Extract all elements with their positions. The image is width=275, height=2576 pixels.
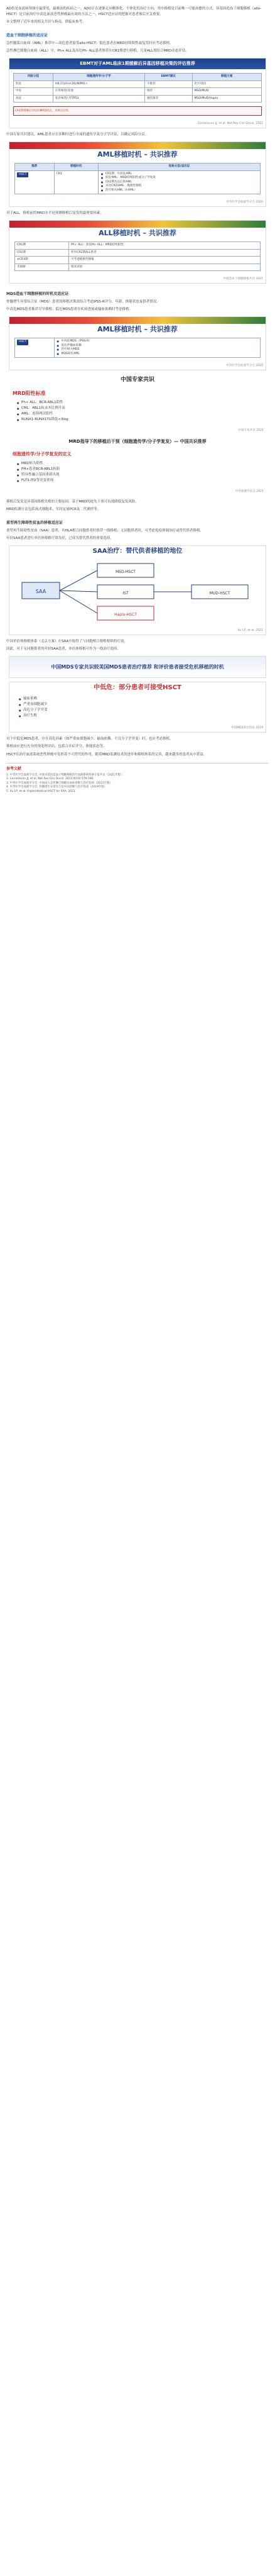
body-paragraph: MRD监测方法包括流式细胞术、实时定量PCR及二代测序等。 <box>6 508 101 511</box>
list-item: ● 治疗相关MDS <box>57 348 258 352</box>
cell: 中危 <box>14 88 53 96</box>
section-body <box>6 736 269 750</box>
diagram-node: Haplo-HSCT <box>114 613 137 617</box>
col-header: 移植时机 <box>54 164 98 171</box>
body-paragraph: 中国单倍体移植体系（北京方案）在SAA中取得了与同胞相合移植相似的疗效。 <box>6 640 127 643</box>
figure-title: 细胞遗传学/分子学复发的定义 <box>13 452 72 457</box>
col-header: 危险分层/适应证 <box>98 164 260 171</box>
list-item: ● 严重血细胞减少 <box>18 702 257 708</box>
body-paragraph: 急性髓系白血病（AML）推荐中—高危患者接受allo-HSCT；低危患者在MRD持续阳性或复发时应考虑移植。 <box>6 42 173 45</box>
section-body <box>6 528 269 541</box>
body-paragraph: 对于中低危MDS患者，存在高危因素（如严重血细胞减少、输血依赖、不良分子学突变）时，也应考虑移植。 <box>6 737 173 741</box>
list-item: ● MDS转化AML <box>57 352 258 357</box>
cell: 临床试验 <box>69 264 261 271</box>
consensus-heading: 中国专家共识 <box>120 377 154 383</box>
decorative-banner <box>9 142 266 149</box>
cell: 所有CR2期ALL患者 <box>69 249 261 257</box>
ebmt-table <box>13 73 262 103</box>
figure-source: 中国专家共识 2021 <box>238 429 264 432</box>
col-header: 推荐 <box>15 164 55 171</box>
aml-timing-table <box>14 163 261 194</box>
body-paragraph: 移植前应进行充分的预处理评估，包括合并症评分、体能状态等。 <box>6 745 107 748</box>
body-paragraph: 重型再生障碍性贫血（SAA）患者，有HLA相合同胞供者时推荐一线移植；无同胞供者时，可考虑免疫抑制治疗或替代供者移植。 <box>6 529 203 533</box>
section-heading: 造血干细胞移植的适应证 <box>6 33 48 38</box>
intro <box>6 6 269 25</box>
cell <box>15 338 55 358</box>
figure-source: 中华医学会血液学分会 2020 <box>225 201 263 204</box>
cell: 可考虑挽救性移植 <box>69 257 261 264</box>
figure-aml-timing <box>9 142 266 207</box>
figure-source: 中国MDS诊疗指南 2019 <box>230 726 263 730</box>
list-item: ● 特异性融合基因重新出现 <box>16 472 259 478</box>
list-item: ● CR1期：中高危AML <box>100 172 258 177</box>
col-header: 细胞遗传学/分子学 <box>53 74 144 81</box>
body-paragraph: 移植后复发是异基因移植失败的主要原因。基于MRD的抢先干预可有效降低复发风险。 <box>6 500 139 504</box>
diagram-node: SAA <box>35 589 46 594</box>
list-item: ● CML：ABL1转录本比例升高 <box>16 406 259 411</box>
table-row <box>14 88 262 96</box>
list-item: ● 低危伴输血依赖 <box>57 344 258 348</box>
cell: 低危 <box>14 80 53 88</box>
figure-title: 中国MDS专家共识较美国MDS患者治疗推荐 和评价患者接受危机移植的时机 <box>51 664 224 670</box>
cell: 正常核型/其他 <box>53 88 144 96</box>
col-header: 移植方案 <box>192 74 262 81</box>
table-row <box>15 338 261 358</box>
list-item: ● 高危分子学突变 <box>18 708 257 713</box>
body-paragraph: 急性淋巴细胞白血病（ALL）中，Ph+ ALL及高危Ph- ALL患者推荐在CR1期进行移植；儿童ALL需结合MRD动态评估。 <box>6 49 189 53</box>
table-row <box>15 264 261 271</box>
cell <box>54 338 260 358</box>
cell: CR1期 <box>15 242 69 250</box>
list-item: ● 治疗相关AML（t-AML） <box>100 189 258 193</box>
intro-paragraph: 本文整理了近年来的相关共识与指南，供临床参考。 <box>6 20 86 24</box>
cell: 高危 <box>14 95 53 103</box>
figure-mds-comparison <box>9 656 266 678</box>
consensus-subheading: MRD指导下的移植后干预（细胞遗传学/分子学复发）— 中国共识推荐 <box>68 439 207 444</box>
figure-source: 中华血液学杂志 2021 <box>235 490 264 493</box>
table-row <box>15 257 261 264</box>
body-paragraph: 对于ALL，移植前的MRD水平是预测移植后复发的最重要因素。 <box>6 211 104 215</box>
figure-source: 中华医学会血液学分会 2020 <box>225 364 263 367</box>
section-body <box>6 41 269 54</box>
cell: Ph+ ALL；高危Ph- ALL；MRD持续阳性 <box>69 242 261 250</box>
cell: 强烈推荐 <box>144 95 192 103</box>
reference-item: 3. 中华医学会血液学分会. 中国成人急性淋巴细胞白血病诊断与治疗指南（2021年版）. <box>6 781 114 785</box>
mds-timing-table <box>14 338 261 358</box>
decorative-banner <box>9 317 266 324</box>
body-paragraph: HSCT在治疗血液系统恶性肿瘤中发挥着不可替代的作用。随着MRD监测技术的进步和移植体系的完善，越来越多的患者从中获益。 <box>6 753 207 757</box>
figure-title: SAA治疗：替代供者移植的地位 <box>92 548 183 555</box>
list-item: ● 输血依赖 <box>18 696 257 702</box>
cell: CR2期 <box>15 249 69 257</box>
figure-title: AML移植时机 – 共识推荐 <box>97 325 178 333</box>
figure-relapse-definition <box>9 449 266 496</box>
cell: 不推荐 <box>144 80 192 88</box>
list-item: ● CR2期及以后的AML <box>100 180 258 185</box>
cell: MSD/MUD <box>192 88 262 96</box>
list-item: ● FLT3-ITD等突变重现 <box>16 478 259 484</box>
list-item: ● PH+患者BCR-ABL1转阳 <box>16 467 259 472</box>
figure-title: 中低危：部分患者可接受HSCT <box>94 684 181 691</box>
figure-saa <box>9 545 266 635</box>
body-paragraph: 因此，对于无同胞供者的年轻SAA患者，单倍体移植可作为一线治疗选择。 <box>6 647 121 651</box>
saa-flow-diagram <box>9 557 266 626</box>
list-item: ● 未达CR的AML：挽救性移植 <box>100 184 258 189</box>
body-paragraph: 年轻SAA患者进行单倍体移植疗效良好，已成为替代供者的重要选择。 <box>6 536 114 540</box>
cell <box>15 170 55 194</box>
decorative-banner <box>9 221 266 228</box>
section-body <box>6 299 269 313</box>
reference-item: 2. Cornelissen JJ, et al. Nat Rev Clin Oncol. 2012;9(10):579-590. <box>6 777 94 780</box>
cell: 推荐 <box>144 88 192 96</box>
cell: CR1 <box>54 170 98 194</box>
list-item: ● 治疗失败 <box>18 713 257 719</box>
diagram-node: MUD-HSCT <box>209 591 230 596</box>
cell: 未缓解 <box>15 264 69 271</box>
col-header: 风险分层 <box>14 74 53 81</box>
recommend-tag: HSCT <box>17 172 28 178</box>
figure-ebmt <box>9 58 266 128</box>
list-item: ● AML：连续两次阳性 <box>16 411 259 417</box>
conclusion <box>6 752 269 758</box>
figure-all-timing <box>9 220 266 284</box>
reference-item: 1. 中华医学会血液学分会. 中国异基因造血干细胞移植治疗血液系统疾病专家共识（2021年版）. <box>6 773 124 777</box>
figure-note: CR1期缓解后评估的MRD状态，具体见后续 <box>13 106 262 116</box>
section-body <box>6 499 269 513</box>
transition-paragraph <box>6 132 269 138</box>
section-heading: MDS造血干细胞移植的时机及适应证 <box>6 292 69 296</box>
body-paragraph: 中国专家共识建议，AML患者应在诊断时进行全面的遗传学及分子学评估，以确定风险分层。 <box>6 133 149 136</box>
recommend-tag: HSCT <box>17 340 28 345</box>
transition-paragraph <box>6 211 269 216</box>
table-row <box>15 170 261 194</box>
table-row <box>14 95 262 103</box>
cell: ≥CR3期 <box>15 257 69 264</box>
figure-title: ALL移植时机 – 共识推荐 <box>99 229 176 237</box>
table-row <box>15 249 261 257</box>
diagram-node: IST <box>122 591 129 596</box>
table-row <box>15 242 261 250</box>
figure-mds-timing <box>9 316 266 370</box>
figure-title: AML移植时机 – 共识推荐 <box>97 150 178 158</box>
figure-mrd-standard <box>9 388 266 435</box>
reference-item: 5. Xu LP, et al. Haploidentical HSCT for SAA. 2021. <box>6 789 76 793</box>
body-paragraph: 中高危MDS患者推荐尽早移植；低危MDS患者在疾病进展或输血依赖时考虑移植。 <box>6 308 132 311</box>
list-item: ● RUNX1-RUNX1T1降低<3log <box>16 417 259 423</box>
all-timing-table <box>14 242 261 271</box>
diagram-node: MSD-HSCT <box>116 570 136 574</box>
figure-mds-lowrisk <box>9 682 266 733</box>
cell <box>98 170 260 194</box>
body-paragraph: 骨髓增生异常综合征（MDS）患者的移植决策需综合考虑IPSS-R评分、年龄、体能状态及供者情况。 <box>6 300 160 304</box>
figure-source: Cornelissen JJ, et al. Nat Rev Clin Oncol. 2012 <box>197 122 263 125</box>
col-header: EBMT建议 <box>144 74 192 81</box>
references-heading: 参考文献 <box>6 767 22 771</box>
cell: 复杂核型/-7/TP53 <box>53 95 144 103</box>
section-body <box>6 639 269 652</box>
section-heading: 重型再生障碍性贫血的移植适应证 <box>6 521 63 525</box>
cell: t(8;21)/inv(16)/NPM1+ <box>53 80 144 88</box>
table-row <box>14 80 262 88</box>
list-item: ● MRD转为阳性 <box>16 461 259 467</box>
intro-paragraph: AD仍是血液病领域中最常见、最难治的疾病之一。ADO正在逐渐走向精准化、个体化的治疗方向，其中移植是目前唯一可能治愈的方式。异基因造血干细胞移植（allo-HSCT）是目前治疗中高危血液恶性肿瘤最有效的方法之一，HSCT适应证的把握对患者预后至关重要。 <box>6 7 262 16</box>
list-item: ● Ph+ ALL：BCR-ABL1阳性 <box>16 400 259 406</box>
figure-source: Xu LP, et al. 2021 <box>237 629 263 632</box>
references <box>6 763 269 794</box>
cell: MSD/MUD/Haplo <box>192 95 262 103</box>
reference-item: 4. 中华医学会血液学分会. 骨髓增生异常综合征中国诊断与治疗指南（2019年版）. <box>6 786 108 789</box>
list-item: ● 中高危MDS（IPSS-R） <box>57 340 258 344</box>
figure-title: EBMT对于AML临床1期缓解后异基因移植决策的评估推荐 <box>9 58 266 69</box>
figure-source: 中国造血干细胞移植共识 2021 <box>223 277 263 280</box>
cell: 化疗巩固 <box>192 80 262 88</box>
list-item: ● 低危AML：MRD持续阳性或分子学复发 <box>100 176 258 180</box>
figure-title: MRD阳性标准 <box>13 391 46 396</box>
